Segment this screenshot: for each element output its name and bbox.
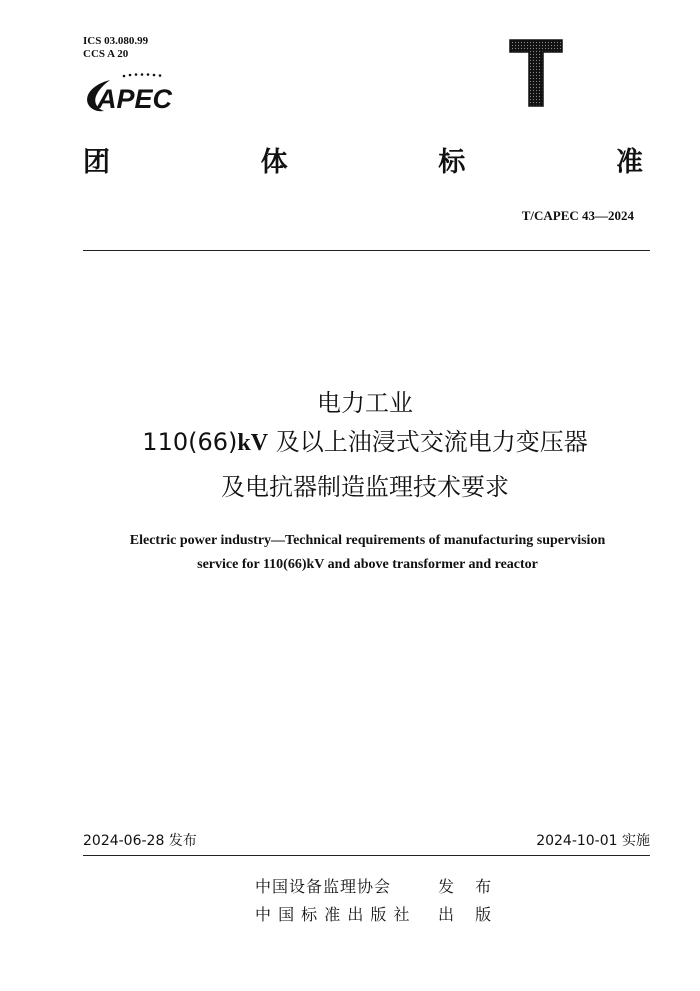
title-en-line1: Electric power industry—Technical requirements of manufacturing supervision [129,533,606,548]
category-letter-t [508,38,564,108]
publisher-action-1: 发 布 [438,877,500,896]
standard-type-heading [83,145,643,181]
publisher-name-2: 中 国 标 准 出 版 社 [255,905,411,924]
standard-number: T/CAPEC 43—2024 [521,208,634,223]
publisher-name-1: 中国设备监理协会 [255,877,392,896]
bottom-divider [83,855,650,856]
publish-date: 2024-06-28 发布 [83,833,197,849]
heading-char-1: 团 [83,147,110,178]
top-divider [83,250,650,251]
classification-codes [83,35,148,61]
ics-code: ICS 03.080.99 [83,35,149,47]
title-cn-line1: 电力工业 [317,389,413,417]
heading-char-4: 准 [615,147,643,178]
title-cn-line3: 及电抗器制造监理技术要求 [221,473,509,501]
ccs-code: CCS A 20 [83,48,129,60]
title-en-line2: service for 110(66)kV and above transformer and reactor [197,557,538,572]
title-cn-voltage: 110(66) [142,428,238,456]
title-cn-line2 [60,427,670,458]
title-cn-unit: kV [237,430,269,456]
publisher-action-2: 出 版 [438,905,500,924]
capec-logo [80,70,190,118]
heading-char-3: 标 [438,147,466,178]
heading-char-2: 体 [260,147,288,178]
implement-date: 2024-10-01 实施 [536,833,650,849]
title-cn-line2-rest: 及以上油浸式交流电力变压器 [268,428,588,456]
svg-text:APEC: APEC [97,84,173,114]
